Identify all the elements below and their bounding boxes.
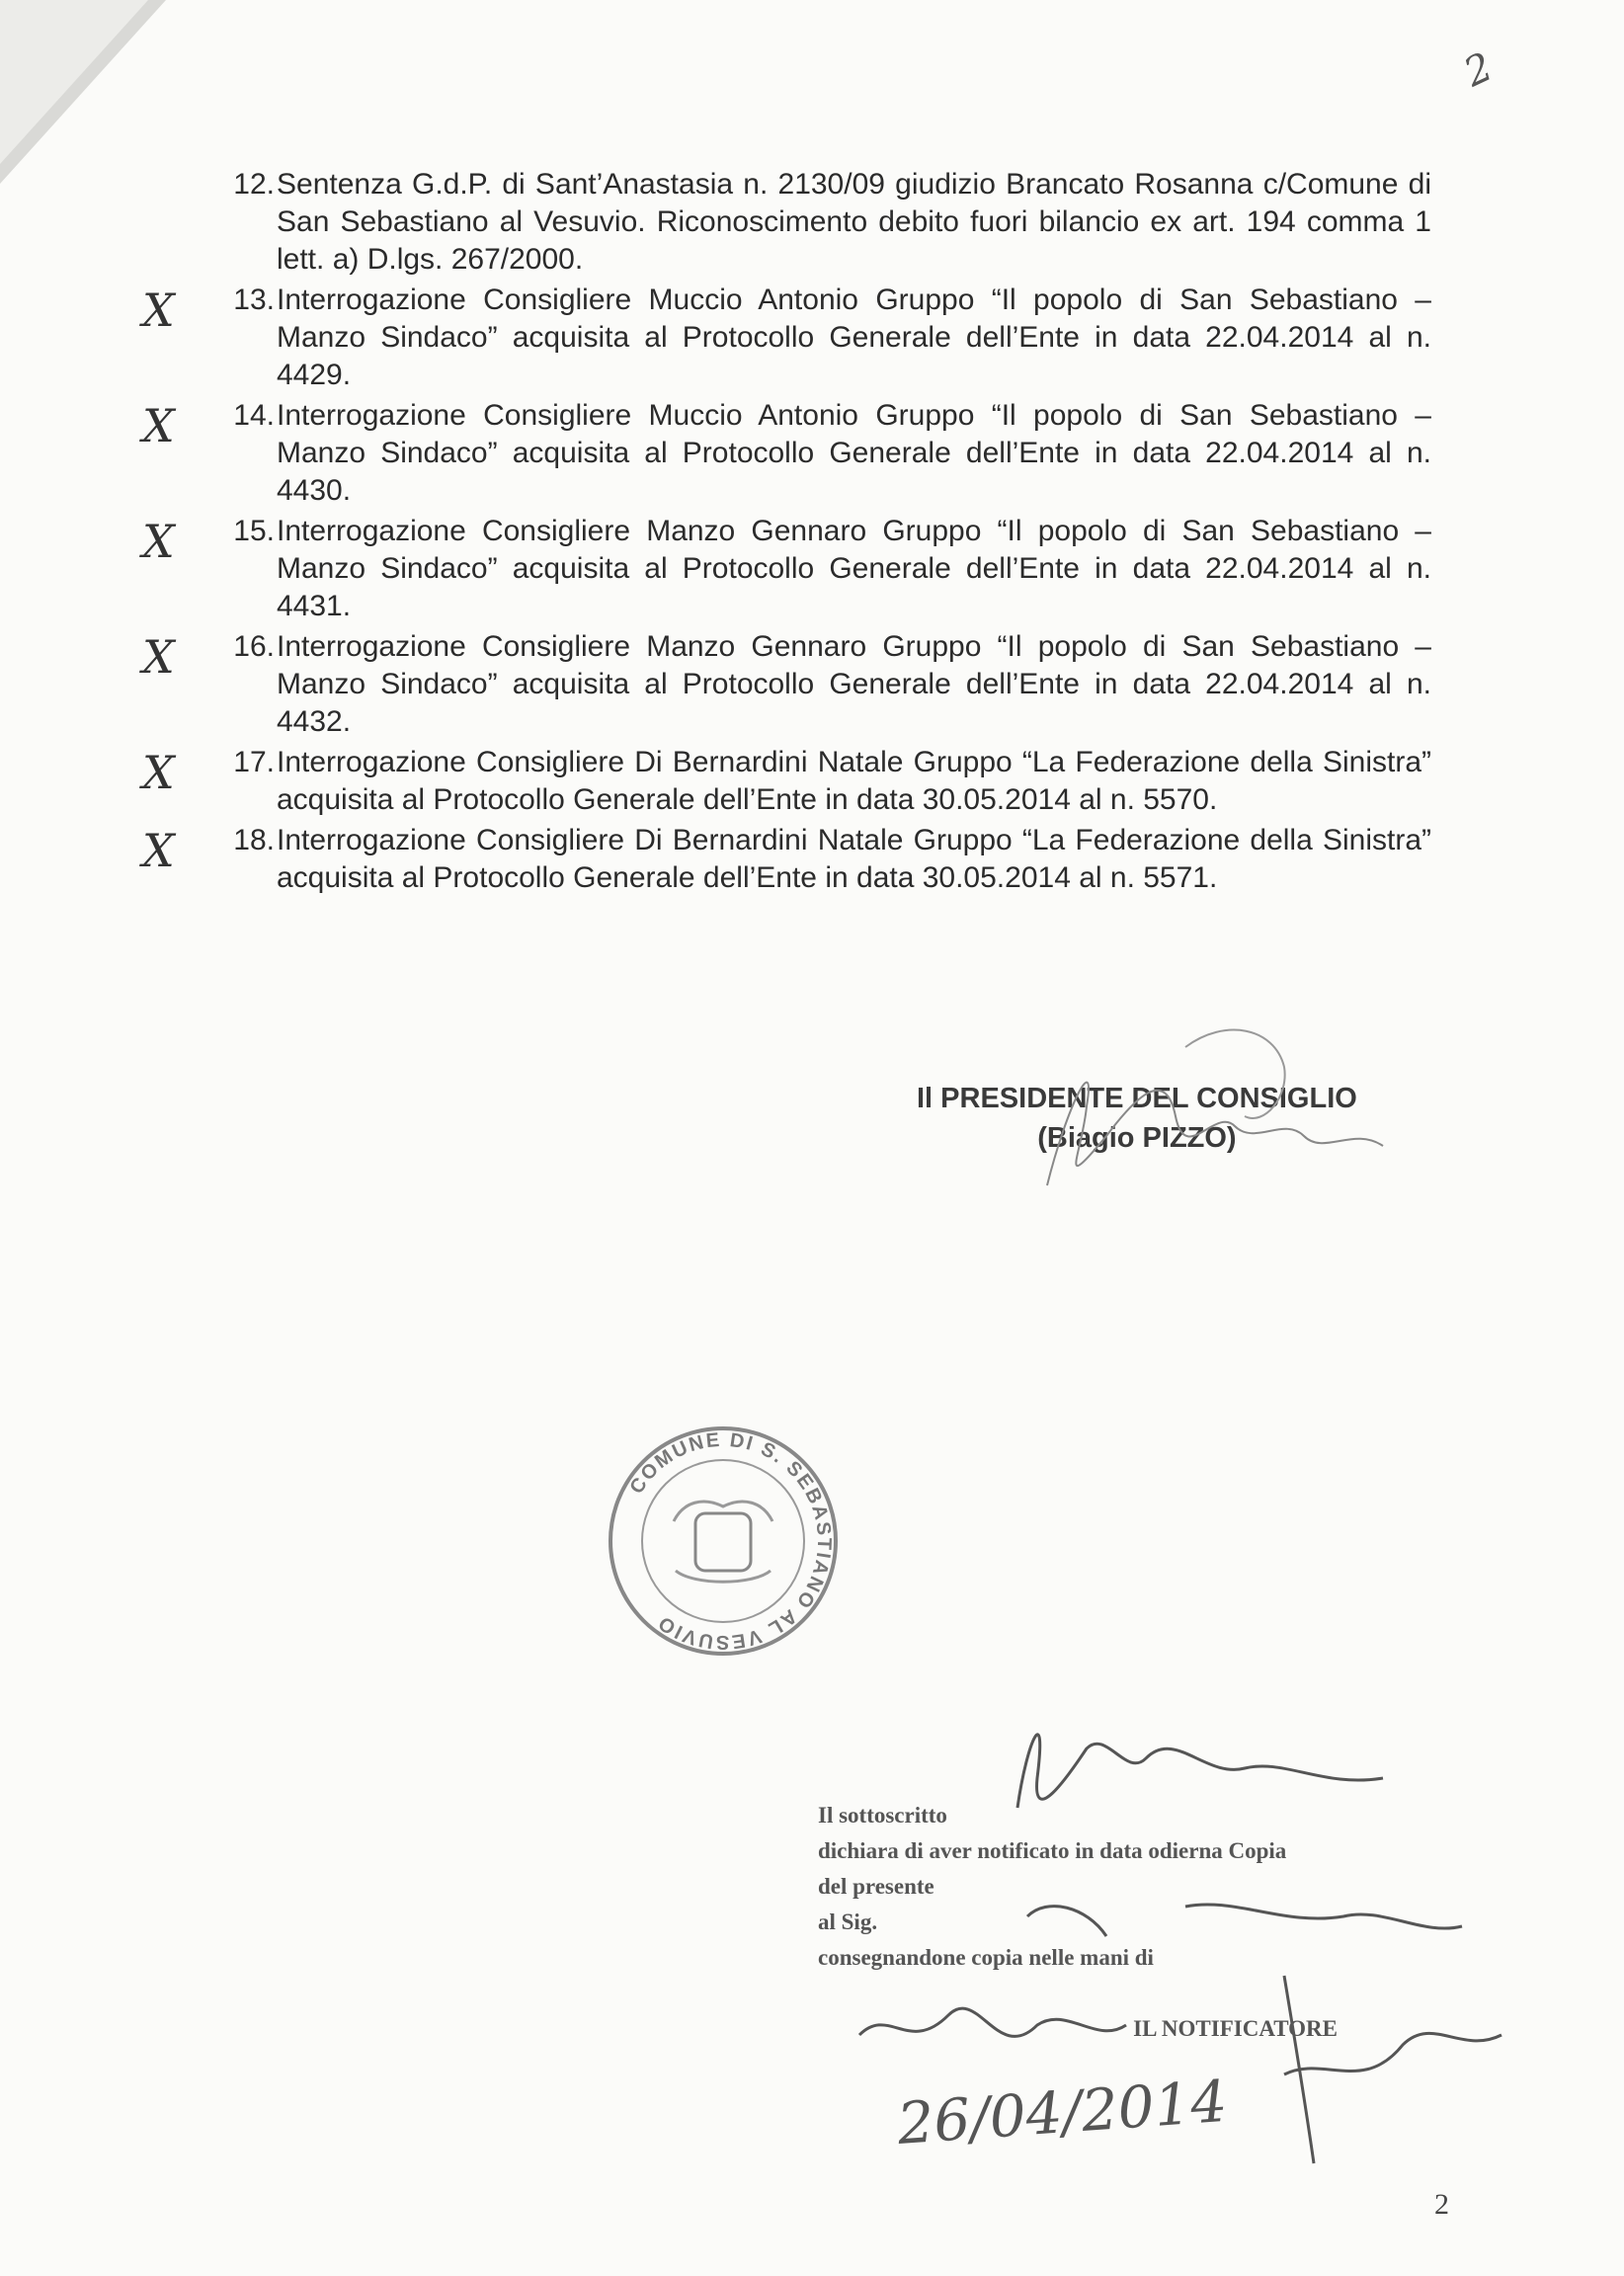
stamp-text: COMUNE DI S. SEBASTIANO AL VESUVIO: [625, 1428, 836, 1654]
item-text: Interrogazione Consigliere Manzo Gennaro Gruppo “Il popolo di San Sebastiano – Manzo Sindaco” acquisita al Protocollo Generale dell’Ente in data 22.04.2014 al n. 4431.: [277, 515, 1431, 622]
handwritten-check-mark: X: [142, 824, 175, 877]
handwritten-check-mark: X: [142, 284, 175, 337]
corner-page-mark: 2: [1457, 43, 1500, 97]
item-number: 13.: [233, 284, 275, 316]
notifier-label: IL NOTIFICATORE: [1133, 2016, 1338, 2041]
agenda-item-17: [142, 744, 1431, 819]
notify-line-1: Il sottoscritto: [818, 1803, 947, 1828]
item-text: Interrogazione Consigliere Muccio Antonio Gruppo “Il popolo di San Sebastiano – Manzo Sindaco” acquisita al Protocollo Generale dell’Ente in data 22.04.2014 al n. 4430.: [277, 399, 1431, 507]
agenda-item-15: [142, 513, 1431, 625]
notification-block: [818, 1798, 1486, 2047]
agenda-item-14: [142, 397, 1431, 510]
agenda-list: [142, 166, 1431, 900]
item-text: Sentenza G.d.P. di Sant’Anastasia n. 2130/09 giudizio Brancato Rosanna c/Comune di San Sebastiano al Vesuvio. Riconoscimento debito fuori bilancio ex art. 194 comma 1 lett. a) D.lgs. 267/2000.: [277, 168, 1431, 276]
item-number: 17.: [233, 746, 275, 778]
item-number: 16.: [233, 630, 275, 663]
item-text: Interrogazione Consigliere Di Bernardini Natale Gruppo “La Federazione della Sinistra” acquisita al Protocollo Generale dell’Ente in data 30.05.2014 al n. 5570.: [277, 746, 1431, 816]
agenda-item-13: [142, 282, 1431, 394]
notify-line-3: del presente: [818, 1874, 934, 1899]
item-number: 12.: [233, 168, 275, 201]
handwritten-check-mark: X: [142, 399, 175, 452]
notify-line-4: al Sig.: [818, 1910, 878, 1934]
handwritten-check-mark: X: [142, 746, 175, 799]
handwritten-check-mark: X: [142, 515, 175, 568]
item-text: Interrogazione Consigliere Di Bernardini Natale Gruppo “La Federazione della Sinistra” acquisita al Protocollo Generale dell’Ente in data 30.05.2014 al n. 5571.: [277, 824, 1431, 894]
handwritten-check-mark: X: [142, 630, 175, 684]
notify-line-5: consegnandone copia nelle mani di: [818, 1945, 1154, 1970]
signatory-name: (Biagio PIZZO): [1037, 1122, 1237, 1154]
agenda-item-16: [142, 628, 1431, 741]
page-number: 2: [1434, 2188, 1449, 2221]
notify-line-2: dichiara di aver notificato in data odierna Copia: [818, 1838, 1287, 1863]
handwritten-date: 26/04/2014: [895, 2067, 1230, 2157]
signature-block: [917, 1079, 1357, 1158]
item-number: 15.: [233, 515, 275, 547]
agenda-item-18: [142, 822, 1431, 897]
signatory-role: Il PRESIDENTE DEL CONSIGLIO: [917, 1083, 1357, 1114]
municipal-stamp: [605, 1422, 842, 1660]
item-text: Interrogazione Consigliere Muccio Antonio Gruppo “Il popolo di San Sebastiano – Manzo Sindaco” acquisita al Protocollo Generale dell’Ente in data 22.04.2014 al n. 4429.: [277, 284, 1431, 391]
item-number: 14.: [233, 399, 275, 432]
page-corner-fold: [0, 0, 168, 198]
agenda-item-12: [211, 166, 1431, 279]
item-number: 18.: [233, 824, 275, 856]
item-text: Interrogazione Consigliere Manzo Gennaro Gruppo “Il popolo di San Sebastiano – Manzo Sindaco” acquisita al Protocollo Generale dell’Ente in data 22.04.2014 al n. 4432.: [277, 630, 1431, 738]
notify-spacer: [818, 1976, 1486, 2011]
